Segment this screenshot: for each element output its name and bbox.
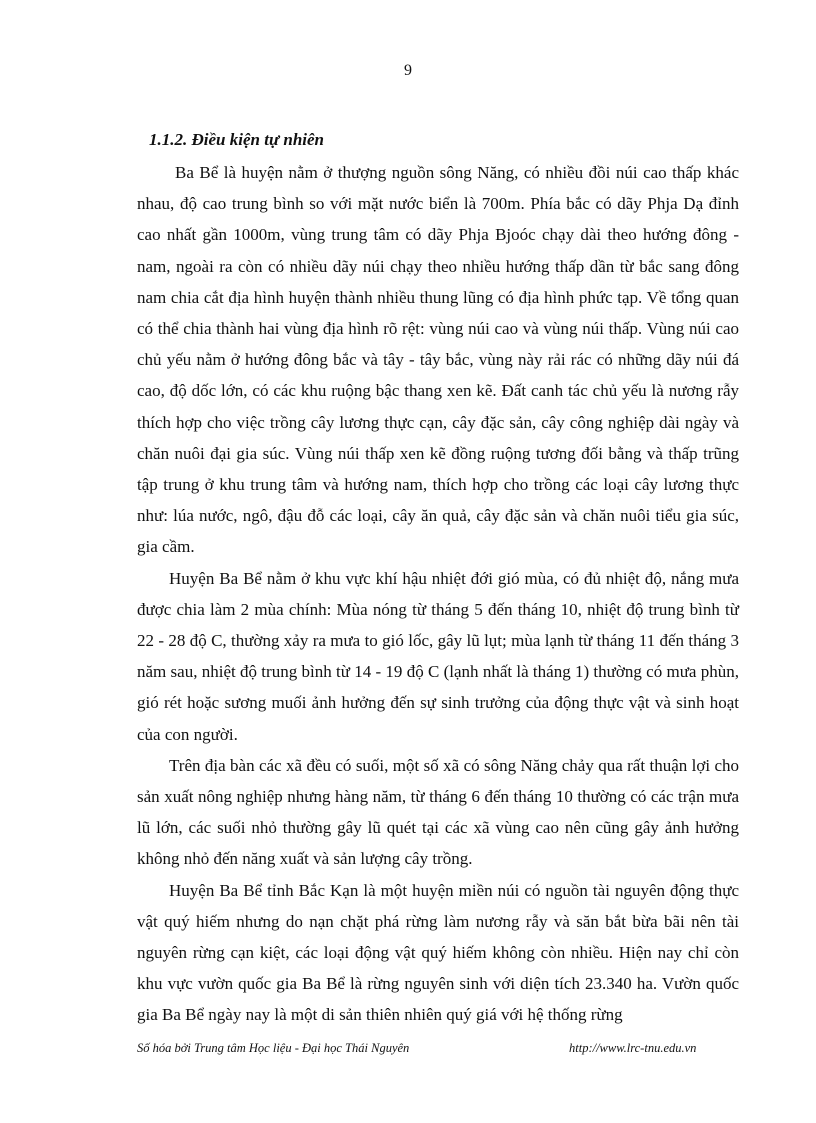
footer-url: http://www.lrc-tnu.edu.vn xyxy=(569,1041,697,1055)
paragraph-hydrology: Trên địa bàn các xã đều có suối, một số xã có sông Năng chảy qua rất thuận lợi cho sản xuất nông nghiệp nhưng hàng năm, từ tháng 6 đến tháng 10 thường có các trận mưa lũ lớn, các suối nhỏ thường gây lũ quét tại các xã vùng cao nên cũng gây ảnh hưởng không nhỏ đến năng xuất và sản lượng cây trồng. xyxy=(137,755,739,869)
paragraph-climate: Huyện Ba Bể nằm ở khu vực khí hậu nhiệt đới gió mùa, có đủ nhiệt độ, nắng mưa được chia làm 2 mùa chính: Mùa nóng từ tháng 5 đến tháng 10, nhiệt độ trung bình từ 22 - 28 độ C, thường xảy ra mưa to gió lốc, gây lũ lụt; mùa lạnh từ tháng 11 đến tháng 3 năm sau, nhiệt độ trung bình từ 14 - 19 độ C (lạnh nhất là tháng 1) thường có mưa phùn, gió rét hoặc sương muối ảnh hưởng đến sự sinh trưởng của động thực vật và sinh hoạt của con người. xyxy=(137,568,739,744)
page-content xyxy=(137,128,739,1031)
paragraph-terrain: Ba Bể là huyện nằm ở thượng nguồn sông Năng, có nhiều đồi núi cao thấp khác nhau, độ cao trung bình so với mặt nước biển là 700m. Phía bắc có dãy Phja Dạ đỉnh cao nhất gần 1000m, vùng trung tâm có dãy Phja Bjoóc chạy dài theo hướng đông - nam, ngoài ra còn có nhiều dãy núi chạy theo nhiều hướng thấp dần từ bắc sang đông nam chia cắt địa hình huyện thành nhiều thung lũng có địa hình phức tạp. Về tổng quan có thể chia thành hai vùng địa hình rõ rệt: vùng núi cao và vùng núi thấp. Vùng núi cao chủ yếu nằm ở hướng đông bắc và tây - tây bắc, vùng này rải rác có những dãy núi đá cao, độ dốc lớn, có các khu ruộng bậc thang xen kẽ. Đất canh tác chủ yếu là nương rẫy thích hợp cho việc trồng cây lương thực cạn, cây đặc sản, cây công nghiệp dài ngày và chăn nuôi đại gia súc. Vùng núi thấp xen kẽ đồng ruộng tương đối bằng và thấp trũng tập trung ở khu trung tâm và hướng nam, thích hợp cho trồng các loại cây lương thực như: lúa nước, ngô, đậu đỗ các loại, cây ăn quả, cây đặc sản và chăn nuôi tiểu gia súc, gia cầm. xyxy=(137,163,739,557)
section-heading: 1.1.2. Điều kiện tự nhiên xyxy=(149,130,325,149)
page-number: 9 xyxy=(404,62,412,79)
paragraph-biodiversity: Huyện Ba Bể tỉnh Bắc Kạn là một huyện miền núi có nguồn tài nguyên động thực vật quý hiếm nhưng do nạn chặt phá rừng làm nương rẫy và săn bắt bừa bãi nên tài nguyên rừng cạn kiệt, các loại động vật quý hiếm không còn nhiều. Hiện nay chỉ còn khu vực vườn quốc gia Ba Bể là rừng nguyên sinh với diện tích 23.340 ha. Vườn quốc gia Ba Bể ngày nay là một di sản thiên nhiên quý giá với hệ thống rừng xyxy=(137,880,739,1025)
footer-digitized-by: Số hóa bởi Trung tâm Học liệu - Đại học Thái Nguyên xyxy=(137,1041,410,1055)
